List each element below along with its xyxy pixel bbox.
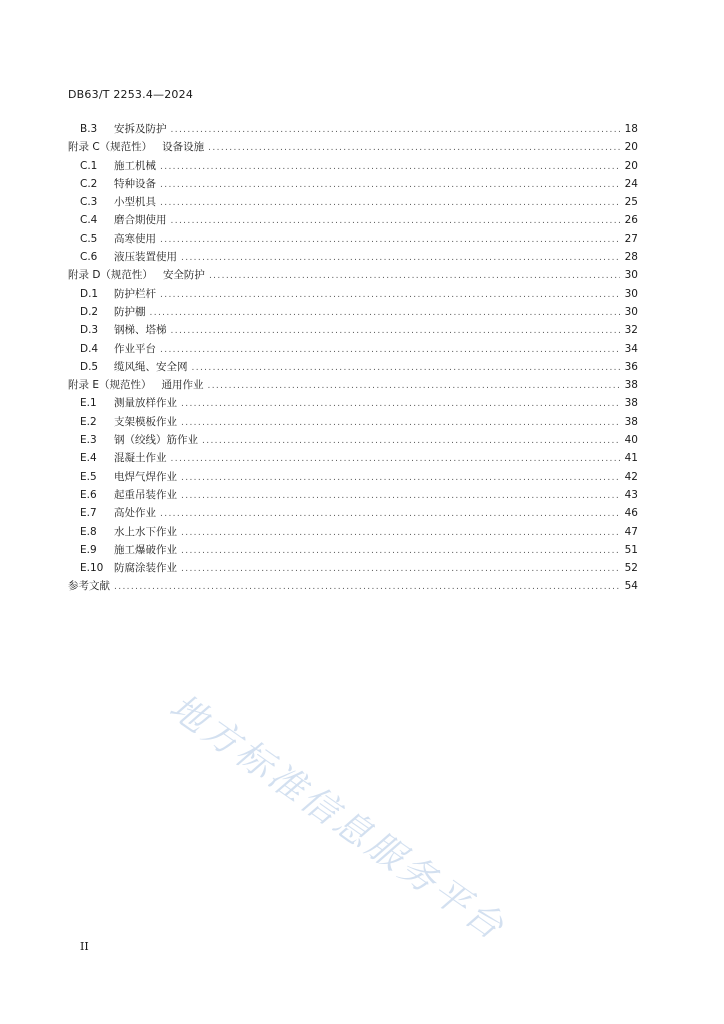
toc-section-number: C.5: [80, 232, 98, 245]
toc-page-number: 41: [624, 452, 638, 465]
toc-entry-title: 特种设备: [114, 177, 156, 190]
toc-leader-dots: [181, 414, 620, 432]
toc-entry-title: 施工机械: [114, 159, 156, 172]
toc-section-number: E.4: [80, 452, 97, 465]
toc-leader-dots: [192, 359, 621, 377]
toc-section-number: E.2: [80, 415, 97, 428]
toc-page-number: 36: [624, 360, 638, 373]
toc-section-entry[interactable]: [68, 321, 638, 339]
toc-page-number: 30: [624, 305, 638, 318]
toc-appendix-entry[interactable]: [68, 138, 638, 156]
toc-page-number: 46: [624, 507, 638, 520]
toc-section-number: D.4: [80, 342, 99, 355]
toc-leader-dots: [181, 542, 620, 560]
toc-leader-dots: [181, 487, 620, 505]
toc-section-entry[interactable]: [68, 175, 638, 193]
toc-entry-title: 通用作业: [161, 379, 204, 392]
toc-section-number: D.3: [80, 324, 99, 337]
toc-section-entry[interactable]: [68, 559, 638, 577]
toc-section-number: C.4: [80, 214, 98, 227]
toc-leader-dots: [171, 212, 621, 230]
toc-page-number: 51: [624, 543, 638, 556]
toc-page-number: 43: [624, 488, 638, 501]
watermark: 地方标准信息服务平台: [161, 686, 514, 950]
toc-top-entry[interactable]: [68, 577, 638, 595]
toc-entry-title: 缆风绳、安全网: [114, 360, 188, 373]
toc-section-number: D.1: [80, 287, 99, 300]
toc-leader-dots: [181, 249, 620, 267]
toc-appendix-label: 附录 D（规范性）: [68, 269, 153, 282]
toc-entry-title: 安全防护: [162, 269, 205, 282]
toc-page-number: 26: [624, 214, 638, 227]
document-id-header: DB63/T 2253.4—2024: [68, 88, 194, 101]
toc-section-entry[interactable]: [68, 285, 638, 303]
toc-entry-title: 支架模板作业: [114, 415, 177, 428]
toc-page-number: 20: [624, 159, 638, 172]
toc-leader-dots: [207, 377, 620, 395]
toc-leader-dots: [160, 231, 620, 249]
toc-leader-dots: [160, 505, 620, 523]
toc-section-entry[interactable]: [68, 486, 638, 504]
toc-page-number: 38: [624, 397, 638, 410]
toc-entry-title: 防护棚: [114, 305, 146, 318]
toc-section-entry[interactable]: [68, 340, 638, 358]
toc-leader-dots: [209, 267, 620, 285]
toc-page-number: 18: [624, 123, 638, 135]
toc-leader-dots: [160, 341, 620, 359]
table-of-contents: [68, 120, 638, 596]
toc-page-number: 40: [624, 434, 638, 447]
toc-page-number: 24: [624, 177, 638, 190]
toc-section-entry[interactable]: [68, 248, 638, 266]
toc-page-number: 54: [624, 580, 638, 593]
toc-section-number: E.8: [80, 525, 97, 538]
toc-entry-title: 钢（绞线）筋作业: [114, 434, 198, 447]
toc-page-number: 27: [624, 232, 638, 245]
toc-appendix-entry[interactable]: [68, 266, 638, 284]
toc-page-number: 32: [624, 324, 638, 337]
toc-page-number: 38: [624, 379, 638, 392]
toc-section-number: B.3: [80, 123, 98, 135]
toc-section-number: C.6: [80, 251, 98, 264]
toc-section-entry[interactable]: [68, 541, 638, 559]
toc-leader-dots: [114, 578, 620, 596]
toc-leader-dots: [181, 395, 620, 413]
toc-entry-title: 作业平台: [114, 342, 156, 355]
toc-section-number: C.2: [80, 177, 98, 190]
toc-section-entry[interactable]: [68, 394, 638, 412]
toc-leader-dots: [171, 121, 621, 139]
toc-entry-title: 钢梯、塔梯: [114, 324, 167, 337]
toc-page-number: 34: [624, 342, 638, 355]
toc-section-entry[interactable]: [68, 303, 638, 321]
toc-section-number: E.1: [80, 397, 97, 410]
toc-entry-title: 水上水下作业: [114, 525, 177, 538]
toc-entry-title: 混凝土作业: [114, 452, 167, 465]
toc-entry-title: 高处作业: [114, 507, 156, 520]
toc-entry-title: 安拆及防护: [114, 123, 167, 135]
toc-entry-title: 设备设施: [162, 141, 205, 154]
toc-page-number: 52: [624, 562, 638, 575]
toc-section-entry[interactable]: [68, 193, 638, 211]
toc-page-number: 30: [624, 269, 638, 282]
toc-entry-title: 参考文献: [68, 580, 110, 593]
toc-section-entry[interactable]: [68, 468, 638, 486]
toc-appendix-label: 附录 C（规范性）: [68, 141, 153, 154]
toc-leader-dots: [160, 286, 620, 304]
toc-leader-dots: [208, 139, 620, 157]
toc-section-number: E.9: [80, 543, 97, 556]
toc-leader-dots: [171, 450, 621, 468]
toc-section-number: D.5: [80, 360, 99, 373]
toc-entry-title: 液压装置使用: [114, 251, 177, 264]
toc-section-number: C.1: [80, 159, 98, 172]
toc-leader-dots: [171, 322, 621, 340]
toc-entry-title: 电焊气焊作业: [114, 470, 177, 483]
toc-section-entry[interactable]: [68, 358, 638, 376]
toc-appendix-entry[interactable]: [68, 376, 638, 394]
toc-section-entry[interactable]: [68, 157, 638, 175]
toc-section-number: E.6: [80, 488, 97, 501]
toc-section-number: E.5: [80, 470, 97, 483]
toc-section-entry[interactable]: [68, 431, 638, 449]
toc-page-number: 30: [624, 287, 638, 300]
toc-entry-title: 磨合期使用: [114, 214, 167, 227]
toc-entry-title: 测量放样作业: [114, 397, 177, 410]
toc-entry-title: 小型机具: [114, 196, 156, 209]
toc-appendix-label: 附录 E（规范性）: [68, 379, 152, 392]
toc-leader-dots: [160, 158, 620, 176]
toc-entry-title: 防护栏杆: [114, 287, 156, 300]
toc-page-number: 25: [624, 196, 638, 209]
toc-entry-title: 起重吊装作业: [114, 488, 177, 501]
toc-entry-title: 施工爆破作业: [114, 543, 177, 556]
toc-leader-dots: [160, 194, 620, 212]
toc-page-number: 38: [624, 415, 638, 428]
toc-leader-dots: [181, 524, 620, 542]
toc-leader-dots: [160, 176, 620, 194]
toc-section-number: E.3: [80, 434, 97, 447]
toc-section-entry[interactable]: [68, 413, 638, 431]
page-number-footer: II: [80, 940, 89, 953]
toc-section-entry[interactable]: [68, 449, 638, 467]
toc-page-number: 28: [624, 251, 638, 264]
toc-leader-dots: [181, 560, 620, 578]
toc-section-number: C.3: [80, 196, 98, 209]
toc-entry-title: 高寒使用: [114, 232, 156, 245]
toc-page-number: 20: [624, 141, 638, 154]
toc-section-number: D.2: [80, 305, 99, 318]
toc-section-entry[interactable]: [68, 523, 638, 541]
toc-page-number: 47: [624, 525, 638, 538]
toc-entry-title: 防腐涂装作业: [114, 562, 177, 575]
toc-section-entry[interactable]: [68, 504, 638, 522]
toc-section-entry[interactable]: [68, 211, 638, 229]
toc-section-entry[interactable]: [68, 230, 638, 248]
toc-page-number: 42: [624, 470, 638, 483]
toc-leader-dots: [150, 304, 621, 322]
toc-section-entry[interactable]: [68, 120, 638, 138]
toc-leader-dots: [202, 432, 620, 450]
toc-leader-dots: [181, 469, 620, 487]
toc-section-number: E.10: [80, 562, 104, 575]
toc-section-number: E.7: [80, 507, 97, 520]
